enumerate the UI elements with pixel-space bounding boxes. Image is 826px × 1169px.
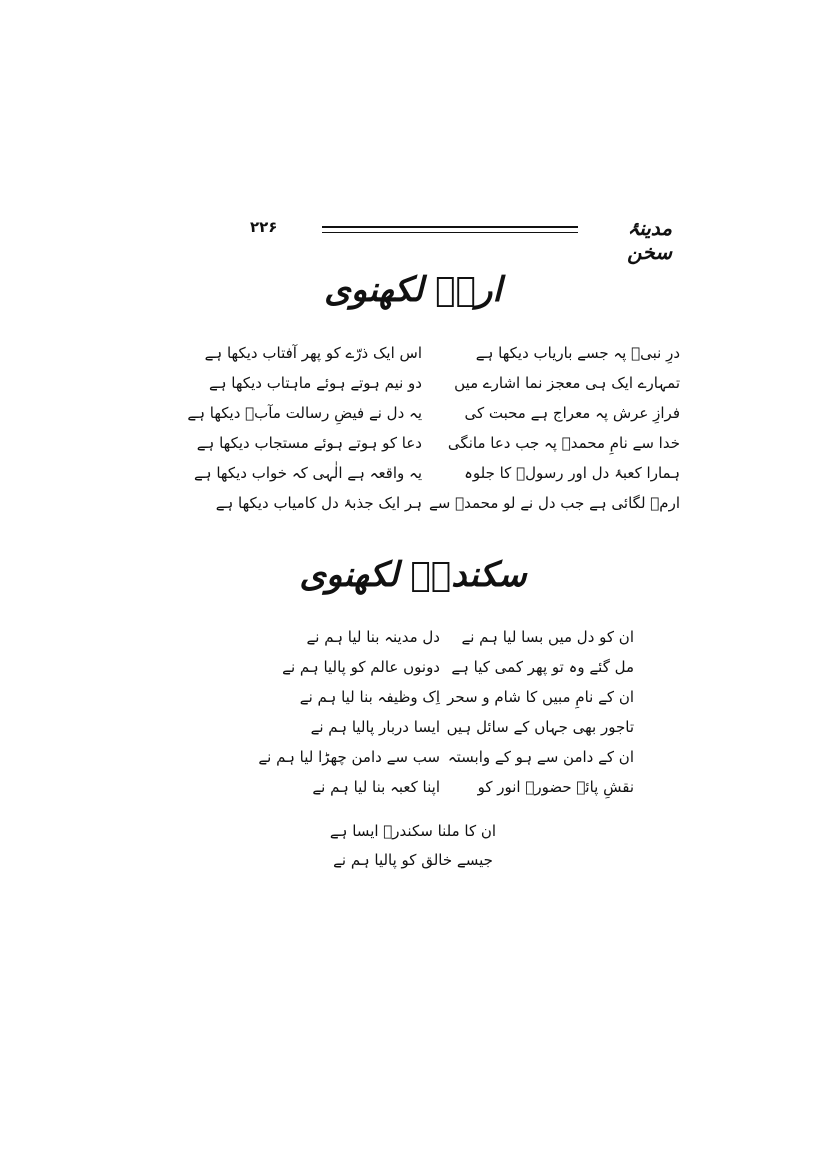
misra-first: ان کے دامن سے ہو کے وابستہ: [447, 748, 634, 766]
misra-first: مل گئے وہ تو پھر کمی کیا ہے: [451, 658, 634, 676]
misra-first: درِ نبیؐ پہ جسے باریاب دیکھا ہے: [475, 344, 680, 362]
misra-first: ان کو دل میں بسا لیا ہم نے: [461, 628, 634, 646]
misra-second: دو نیم ہوتے ہوئے ماہتاب دیکھا ہے: [208, 374, 422, 392]
couplet: [282, 718, 634, 748]
couplet: [208, 374, 680, 404]
couplet: [282, 778, 634, 808]
couplet: [194, 464, 680, 494]
misra-first: تاجور بھی جہاں کے سائل ہیں: [446, 718, 634, 736]
couplet: [196, 434, 680, 464]
couplet: [282, 628, 634, 658]
misra-second: اِک وظیفہ بنا لیا ہم نے: [299, 688, 440, 706]
misra-first: تمہارے ایک ہی معجز نما اشارے میں: [454, 374, 680, 392]
couplet: [187, 404, 680, 434]
ghazal-1: [187, 344, 680, 524]
page-number: ۲۲۶: [250, 218, 278, 236]
poet-name-2: سکندرؔ لکھنوی: [299, 555, 527, 595]
misra-second: اپنا کعبہ بنا لیا ہم نے: [312, 778, 440, 796]
couplet: [204, 344, 680, 374]
misra-first: ارمؔ لگائی ہے جب دل نے لو محمدؐ سے: [428, 494, 680, 512]
misra-first: ان کے نامِ مبیں کا شام و سحر: [447, 688, 634, 706]
misra-second: سب سے دامن چھڑا لیا ہم نے: [258, 748, 440, 766]
misra-second: دعا کو ہوتے ہوئے مستجاب دیکھا ہے: [196, 434, 422, 452]
misra-first: خدا سے نامِ محمدؐ پہ جب دعا مانگی: [447, 434, 680, 452]
couplet: [258, 748, 634, 778]
closing-line-2: جیسے خالق کو پالیا ہم نے: [333, 851, 493, 869]
book-title: مدینۂ سخن: [627, 216, 672, 264]
misra-second: اس ایک ذرّے کو پھر آفتاب دیکھا ہے: [204, 344, 422, 362]
misra-first: ہمارا کعبۂ دل اور رسولؐ کا جلوہ: [464, 464, 680, 482]
closing-line-1: ان کا ملنا سکندرؔ ایسا ہے: [329, 822, 497, 840]
couplet: [282, 658, 634, 688]
misra-first: نقشِ پائے حضورؐ انور کو: [477, 778, 634, 796]
misra-second: یہ دل نے فیضِ رسالت مآبؐ دیکھا ہے: [187, 404, 422, 422]
couplet: [282, 688, 634, 718]
misra-first: فرازِ عرش پہ معراج ہے محبت کی: [464, 404, 680, 422]
poet-name-1: ارمؔ لکھنوی: [324, 270, 502, 310]
misra-second: ہر ایک جذبۂ دل کامیاب دیکھا ہے: [215, 494, 422, 512]
misra-second: دونوں عالم کو پالیا ہم نے: [282, 658, 440, 676]
ghazal-2: [258, 628, 634, 808]
couplet: [215, 494, 680, 524]
misra-second: یہ واقعہ ہے الٰہی کہ خواب دیکھا ہے: [194, 464, 422, 482]
misra-second: دل مدینہ بنا لیا ہم نے: [306, 628, 440, 646]
header-rule: [322, 226, 578, 233]
closing-couplet: [0, 822, 826, 880]
misra-second: ایسا دربار پالیا ہم نے: [310, 718, 440, 736]
